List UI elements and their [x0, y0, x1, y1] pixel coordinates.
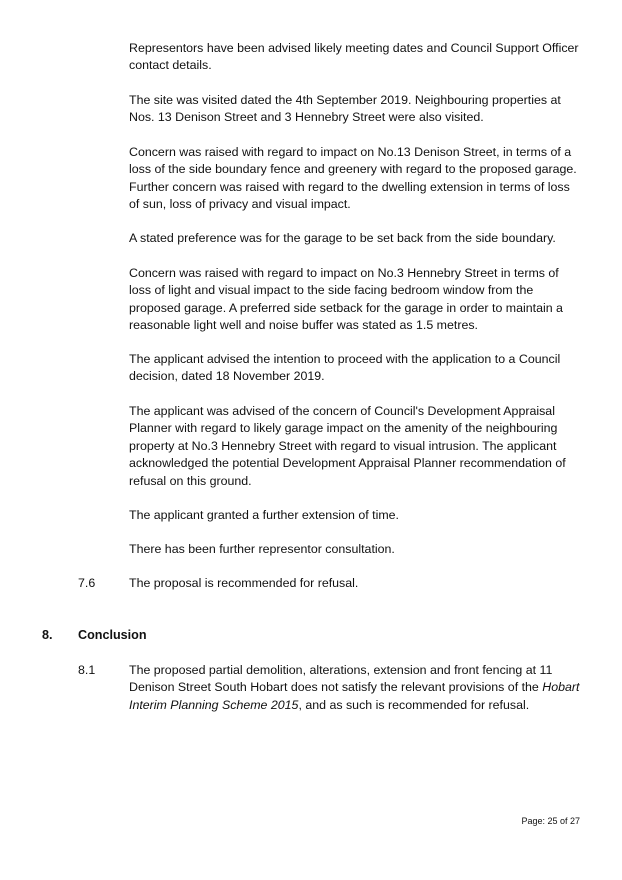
section-heading-conclusion: Conclusion: [78, 628, 147, 642]
paragraph-site-visit: The site was visited dated the 4th September 2019. Neighbouring properties at Nos. 13 Denison Street and 3 Hennebry Street were also visited.: [129, 93, 561, 125]
planning-scheme-name: Hobart Interim Planning Scheme 2015: [129, 680, 580, 712]
paragraph-applicant-intention: The applicant advised the intention to proceed with the application to a Council decision, dated 18 November 2019.: [129, 352, 561, 384]
item-number-8-1: 8.1: [78, 663, 96, 677]
paragraph-further-consultation: There has been further representor consultation.: [129, 542, 395, 556]
item-8-1-text-after: , and as such is recommended for refusal.: [298, 697, 530, 712]
item-8-1-text: [129, 662, 581, 714]
paragraph-concern-denison-street: Concern was raised with regard to impact on No.13 Denison Street, in terms of a loss of the side boundary fence and greenery with regard to the proposed garage. Further concern was raised with regard to the dwelling extension in terms of loss of sun, loss of privacy and visual impact.: [129, 145, 577, 212]
paragraph-applicant-advised: The applicant was advised of the concern of Council's Development Appraisal Planner with regard to likely garage impact on the amenity of the neighbouring property at No.3 Hennebry Street with regard to visual intrusion. The applicant acknowledged the potential Development Appraisal Planner recommendation of refusal on this ground.: [129, 404, 566, 488]
paragraph-extension-of-time: The applicant granted a further extension of time.: [129, 508, 399, 522]
paragraph-garage-setback-preference: A stated preference was for the garage to be set back from the side boundary.: [129, 231, 556, 245]
paragraph-representors-advised: Representors have been advised likely meeting dates and Council Support Officer contact details.: [129, 41, 579, 73]
paragraph-concern-hennebry-street: Concern was raised with regard to impact on No.3 Hennebry Street in terms of loss of light and visual impact to the side facing bedroom window from the proposed garage. A preferred side setback for the garage in order to maintain a reasonable light well and noise buffer was stated as 1.5 metres.: [129, 266, 563, 333]
item-7-6-text: The proposal is recommended for refusal.: [129, 576, 359, 590]
item-8-1-text-before: The proposed partial demolition, alterations, extension and front fencing at 11 Denison Street South Hobart does not satisfy the relevant provisions of the: [129, 663, 553, 695]
page-number-footer: Page: 25 of 27: [521, 816, 580, 826]
item-number-7-6: 7.6: [78, 576, 96, 590]
section-number: 8.: [42, 628, 53, 642]
